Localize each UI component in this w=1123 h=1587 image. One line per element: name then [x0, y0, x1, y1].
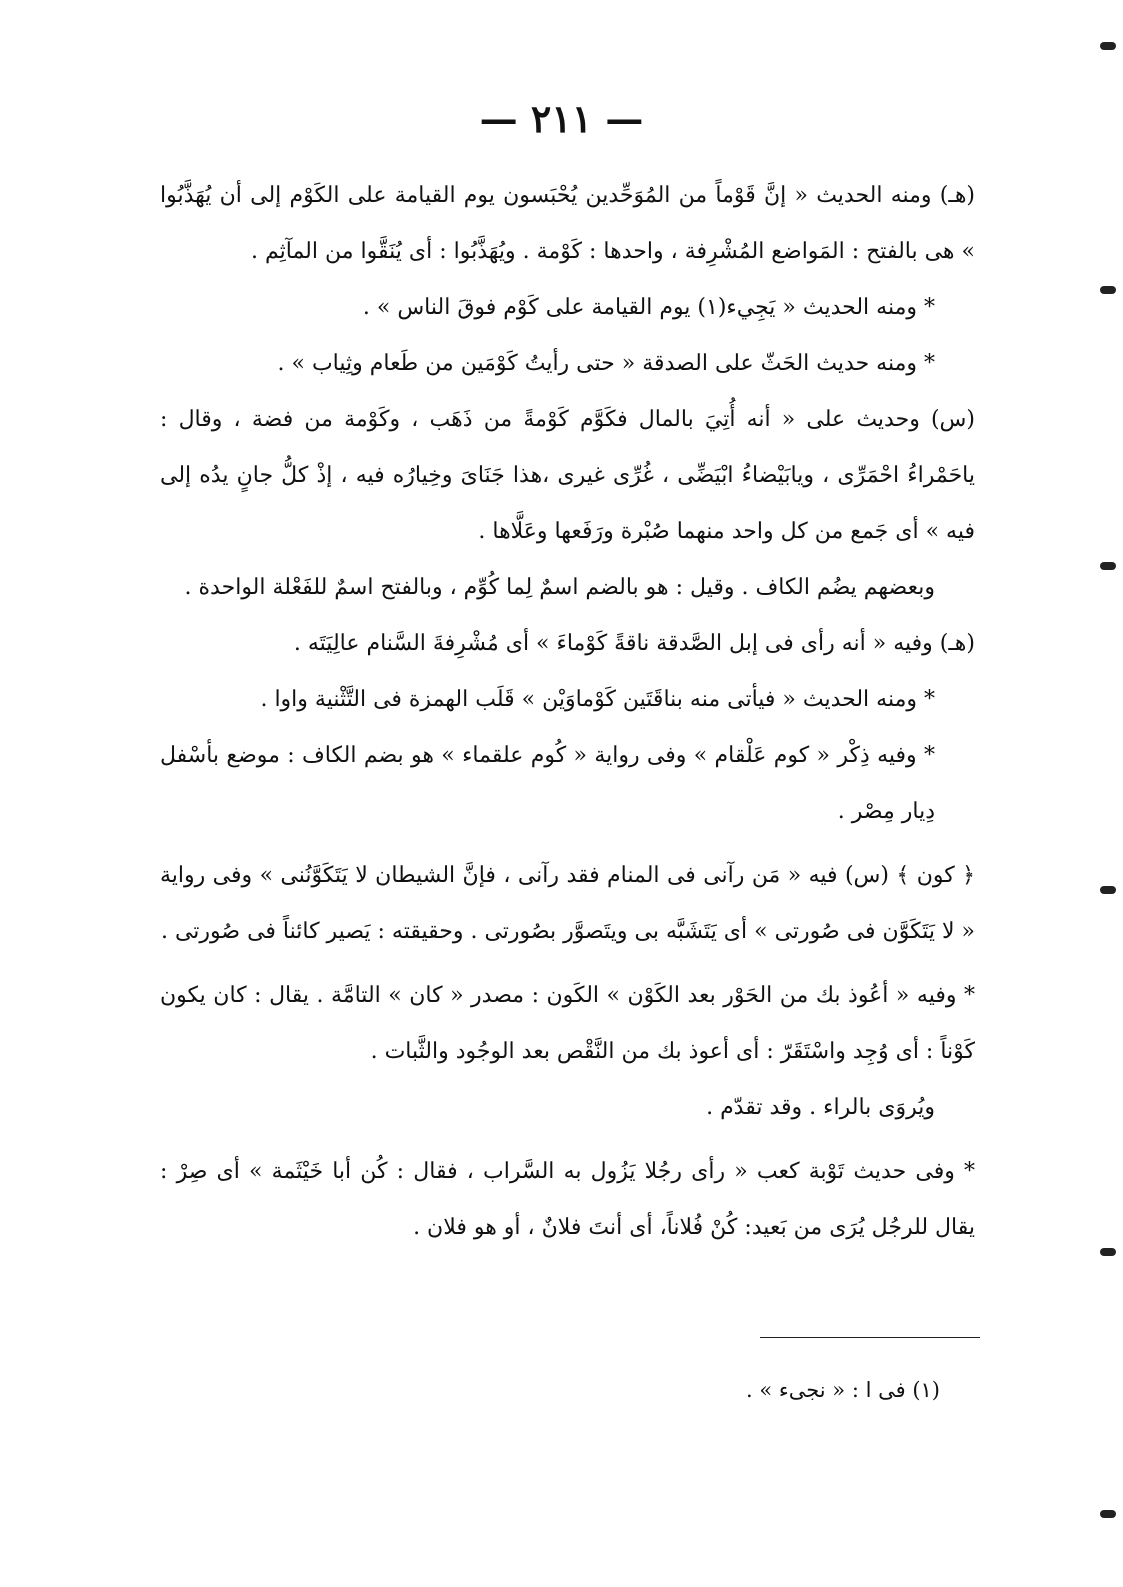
page-number: — ٢١١ —	[479, 96, 644, 141]
paragraph: (هـ) ومنه الحديث « إنَّ قَوْماً من المُوَحِّدين يُحْبَسون يوم القيامة على الكَوْم إلى أن يُهَذَّبُوا » هى بالفتح : المَواضع المُشْرِفة ، واحدها : كَوْمة . ويُهَذَّبُوا : أى يُنَقَّوا من المآثِم .	[160, 183, 975, 264]
footnote: (١) فى ا : « نجىء » .	[745, 1378, 940, 1402]
paragraph: (س) وحديث على « أنه أُتِيَ بالمال فكَوَّم كَوْمةً من ذَهَب ، وكَوْمة من فضة ، وقال : ياحَمْراءُ احْمَرِّى ، ويابَيْضاءُ ابْيَضِّى ، غُرِّى غيرى ،هذا جَنَاىَ وخِيارُه فيه ، إذْ كلُّ جانٍ يدُه إلى فيه » أى جَمع من كل واحد منهما صُبْرة ورَفَعها وعَلَّاها .	[160, 407, 975, 544]
scan-margin-mark	[1100, 42, 1116, 50]
footnote-divider	[760, 1337, 980, 1338]
scan-margin-mark	[1100, 886, 1116, 894]
paragraph: ﴿ كون ﴾ (س) فيه « مَن رآنى فى المنام فقد رآنى ، فإنَّ الشيطان لا يَتَكَوَّنُنى » وفى رواية « لا يَتَكَوَّن فى صُورتى » أى يَتَشَبَّه بى ويتَصوَّر بصُورتى . وحقيقته : يَصير كائناً فى صُورتى .	[160, 863, 975, 944]
paragraph: (هـ) وفيه « أنه رأى فى إبل الصَّدقة ناقةً كَوْماءَ » أى مُشْرِفةَ السَّنام عالِيَتَه .	[293, 631, 975, 656]
scan-margin-mark	[1100, 1510, 1116, 1518]
main-text	[160, 168, 975, 1256]
paragraph: * ومنه الحديث « يَجِيء(١) يوم القيامة على كَوْم فوقَ الناس » .	[362, 295, 935, 320]
scan-margin-mark	[1100, 562, 1116, 570]
paragraph: وبعضهم يضُم الكاف . وقيل : هو بالضم اسمٌ لِما كُوِّم ، وبالفتح اسمٌ للفَعْلة الواحدة .	[184, 575, 935, 600]
paragraph: * وفيه ذِكْر « كوم عَلْقام » وفى رواية « كُوم علقماء » هو بضم الكاف : موضع بأسْفل دِيار مِصْر .	[160, 743, 935, 824]
paragraph: * وفى حديث تَوْبة كعب « رأى رجُلا يَزُول به السَّراب ، فقال : كُن أبا خَيْثَمة » أى صِرْ : يقال للرجُل يُرَى من بَعيد: كُنْ فُلاناً، أى أنتَ فلانٌ ، أو هو فلان .	[160, 1159, 975, 1240]
paragraph: ويُروَى بالراء . وقد تقدّم .	[706, 1095, 935, 1120]
paragraph: * ومنه حديث الحَثّ على الصدقة « حتى رأيتُ كَوْمَين من طَعام وثِياب » .	[277, 351, 935, 376]
paragraph: * وفيه « أعُوذ بك من الحَوْر بعد الكَوْن » الكَون : مصدر « كان » التامَّة . يقال : كان يكون كَوْناً : أى وُجِد واسْتَقَرّ : أى أعوذ بك من النَّقْص بعد الوجُود والثَّبات .	[160, 983, 975, 1064]
paragraph: * ومنه الحديث « فيأتى منه بناقَتَين كَوْماوَيْن » قَلَب الهمزة فى التَّثْنية واوا .	[260, 687, 935, 712]
scan-margin-mark	[1100, 286, 1116, 294]
scan-margin-mark	[1100, 1248, 1116, 1256]
